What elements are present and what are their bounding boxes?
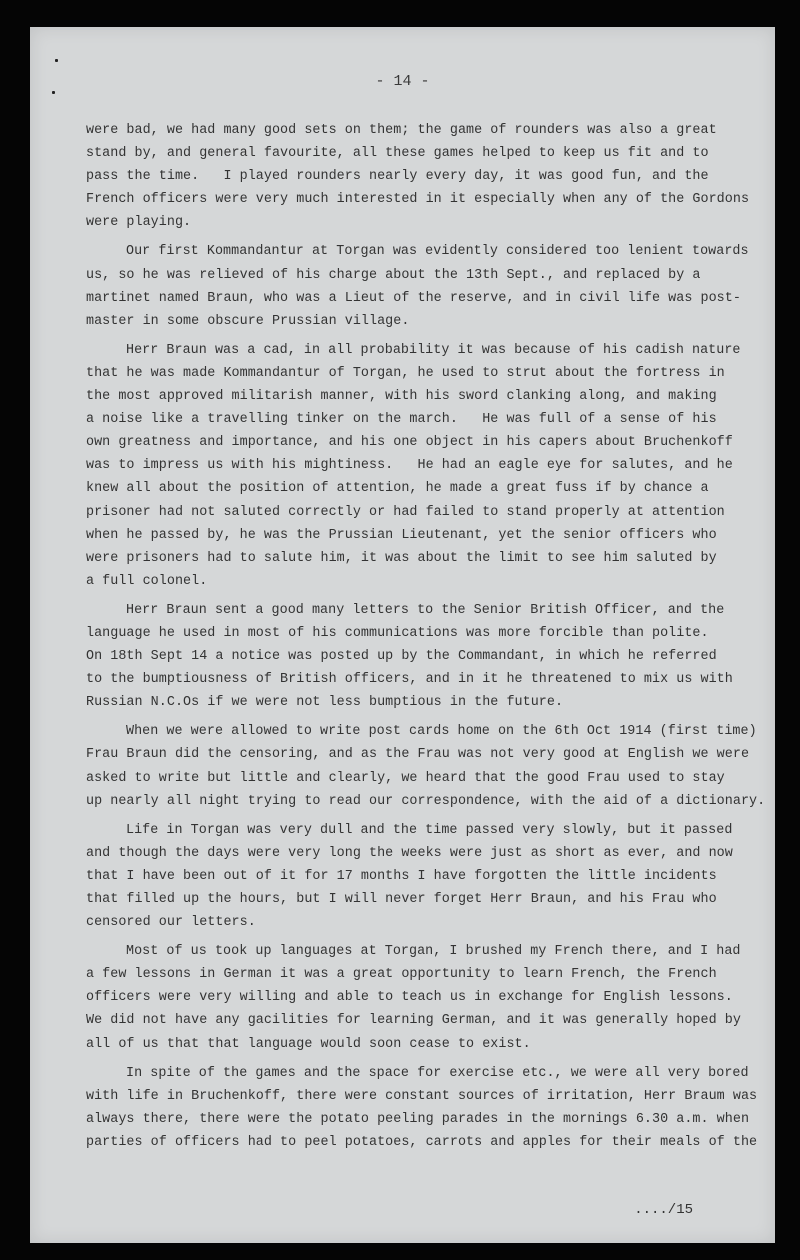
paragraph (86, 240, 752, 332)
text-line: prisoner had not saluted correctly or had failed to stand properly at attention (86, 504, 725, 520)
text-line: all of us that that language would soon cease to exist. (86, 1036, 531, 1052)
text-line: parties of officers had to peel potatoes, carrots and apples for their meals of the (86, 1134, 758, 1150)
text-line: a full colonel. (86, 573, 208, 589)
text-line: knew all about the position of attention, he made a great fuss if by chance a (86, 481, 709, 497)
page-number: - 14 - (375, 73, 430, 90)
text-line: that I have been out of it for 17 months I have forgotten the little incidents (86, 868, 717, 884)
text-line: always there, there were the potato peeling parades in the mornings 6.30 a.m. when (86, 1111, 750, 1127)
text-line: a noise like a travelling tinker on the march. He was full of a sense of his (86, 412, 717, 428)
text-line: Herr Braun was a cad, in all probability it was because of his cadish nature (126, 342, 741, 358)
text-line: Herr Braun sent a good many letters to the Senior British Officer, and the (126, 602, 725, 618)
speck-mark (55, 59, 58, 62)
speck-mark (52, 91, 55, 94)
text-line: us, so he was relieved of his charge about the 13th Sept., and replaced by a (86, 267, 701, 283)
text-line: that he was made Kommandantur of Torgan, he used to strut about the fortress in (86, 365, 725, 381)
text-line: censored our letters. (86, 915, 256, 931)
paragraph (86, 940, 752, 1055)
text-line: Life in Torgan was very dull and the time passed very slowly, but it passed (126, 822, 733, 838)
text-line: language he used in most of his communications was more forcible than polite. (86, 625, 709, 641)
paragraph (86, 720, 766, 812)
text-line: up nearly all night trying to read our correspondence, with the aid of a dictionary. (86, 793, 766, 809)
text-line: stand by, and general favourite, all these games helped to keep us fit and to (86, 146, 709, 162)
text-line: pass the time. I played rounders nearly every day, it was good fun, and the (86, 169, 709, 185)
text-line: with life in Bruchenkoff, there were constant sources of irritation, Herr Braum was (86, 1088, 758, 1104)
text-line: Our first Kommandantur at Torgan was evidently considered too lenient towards (126, 244, 749, 260)
text-line: martinet named Braun, who was a Lieut of the reserve, and in civil life was post- (86, 290, 741, 306)
text-line: Most of us took up languages at Torgan, I brushed my French there, and I had (126, 944, 741, 960)
text-line: own greatness and importance, and his one object in his capers about Bruchenkoff (86, 435, 733, 451)
text-line: Frau Braun did the censoring, and as the Frau was not very good at English we were (86, 747, 750, 763)
text-line: was to impress us with his mightiness. He had an eagle eye for salutes, and he (86, 458, 733, 474)
text-line: were bad, we had many good sets on them; the game of rounders was also a great (86, 123, 717, 138)
text-line: the most approved militarish manner, with his sword clanking along, and making (86, 389, 717, 405)
paragraph (86, 599, 752, 714)
text-line: On 18th Sept 14 a notice was posted up by the Commandant, in which he referred (86, 649, 717, 665)
text-line: In spite of the games and the space for exercise etc., we were all very bored (126, 1065, 749, 1081)
text-line: that filled up the hours, but I will never forget Herr Braun, and his Frau who (86, 892, 717, 907)
text-line: When we were allowed to write post cards home on the 6th Oct 1914 (first time) (126, 724, 757, 740)
text-line: master in some obscure Prussian village. (86, 313, 410, 329)
text-line: were playing. (86, 215, 192, 231)
paragraph (86, 119, 752, 234)
paragraph (86, 339, 752, 593)
text-line: to the bumptiousness of British officers, and in it he threatened to mix us with (86, 672, 733, 688)
paragraph (86, 1062, 758, 1154)
text-line: French officers were very much interested in it especially when any of the Gordons (86, 192, 750, 208)
text-line: We did not have any gacilities for learning German, and it was generally hoped by (86, 1013, 741, 1029)
text-line: asked to write but little and clearly, we heard that the good Frau used to stay (86, 770, 725, 786)
paragraph (86, 819, 752, 934)
text-line: and though the days were very long the weeks were just as short as ever, and now (86, 845, 733, 861)
text-line: when he passed by, he was the Prussian Lieutenant, yet the senior officers who (86, 527, 717, 543)
text-line: a few lessons in German it was a great opportunity to learn French, the French (86, 967, 717, 983)
text-line: officers were very willing and able to teach us in exchange for English lessons. (86, 990, 733, 1006)
document-page (30, 27, 775, 1243)
text-line: Russian N.C.Os if we were not less bumptious in the future. (86, 695, 564, 711)
body-text (86, 119, 766, 1160)
text-line: were prisoners had to salute him, it was about the limit to see him saluted by (86, 550, 717, 566)
continuation-marker: ..../15 (634, 1202, 693, 1218)
